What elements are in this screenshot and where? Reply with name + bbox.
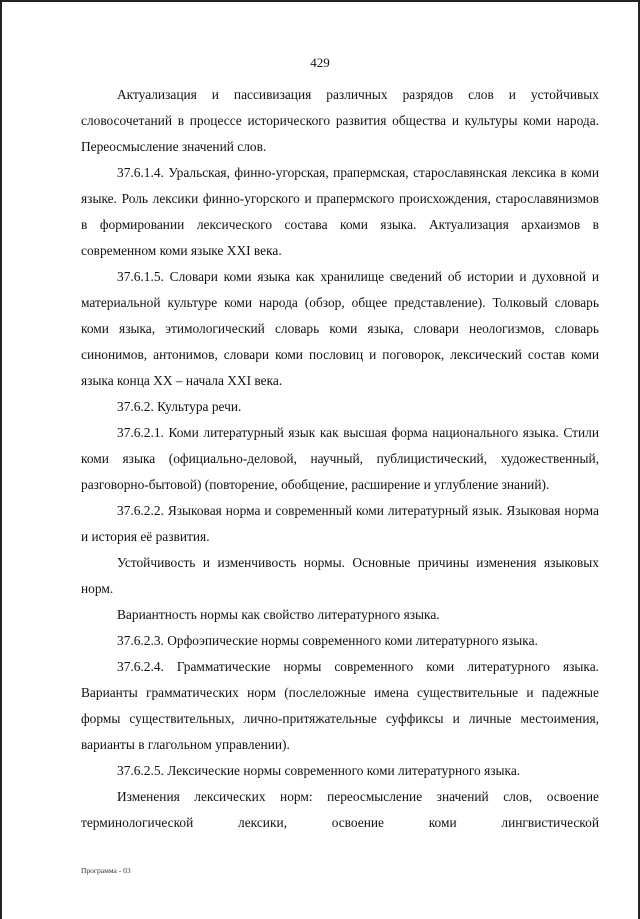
scan-border-left (0, 0, 2, 919)
footer-program-label: Программа - 03 (81, 866, 131, 875)
paragraph: 37.6.2.2. Языковая норма и современный коми литературный язык. Языковая норма и история её развития. (81, 503, 599, 544)
page-number: 429 (310, 55, 330, 70)
paragraph: Вариантность нормы как свойство литературного языка. (117, 607, 440, 622)
paragraph: 37.6.2.5. Лексические нормы современного коми литературного языка. (117, 763, 521, 778)
paragraph: 37.6.1.4. Уральская, финно-угорская, прапермская, старославянская лексика в коми языке. Роль лексики финно-угорского и прапермского происхождения, старославянизмов в формировании лексического состава коми языка. Актуализация архаизмов в современном коми языке XXI века. (81, 165, 599, 258)
scan-border-top (0, 0, 640, 2)
document-body (81, 82, 599, 836)
paragraph: 37.6.2.1. Коми литературный язык как высшая форма национального языка. Стили коми языка (официально-деловой, научный, публицистический, художественный, разговорно-бытовой) (повторение, обобщение, расширение и углубление знаний). (81, 425, 599, 492)
paragraph: 37.6.2.3. Орфоэпические нормы современного коми литературного языка. (117, 633, 538, 648)
paragraph: Изменения лексических норм: переосмысление значений слов, освоение терминологической лексики, освоение коми лингвистической (81, 789, 599, 830)
paragraph: 37.6.2.4. Грамматические нормы современного коми литературного языка. Варианты грамматических норм (послеложные имена существительные и падежные формы существительных, лично-притяжательные суффиксы и личные местоимения, варианты в глагольном управлении). (81, 659, 599, 752)
paragraph: 37.6.1.5. Словари коми языка как хранилище сведений об истории и духовной и материальной культуре коми народа (обзор, общее представление). Толковый словарь коми языка, этимологический словарь коми языка, словари неологизмов, словарь синонимов, антонимов, словари коми пословиц и поговорок, лексический состав коми языка конца XX – начала XXI века. (81, 269, 599, 388)
paragraph: Устойчивость и изменчивость нормы. Основные причины изменения языковых норм. (81, 555, 599, 596)
section-heading: 37.6.2. Культура речи. (117, 399, 242, 414)
paragraph: Актуализация и пассивизация различных разрядов слов и устойчивых словосочетаний в процессе исторического развития общества и культуры коми народа. Переосмысление значений слов. (81, 87, 599, 154)
